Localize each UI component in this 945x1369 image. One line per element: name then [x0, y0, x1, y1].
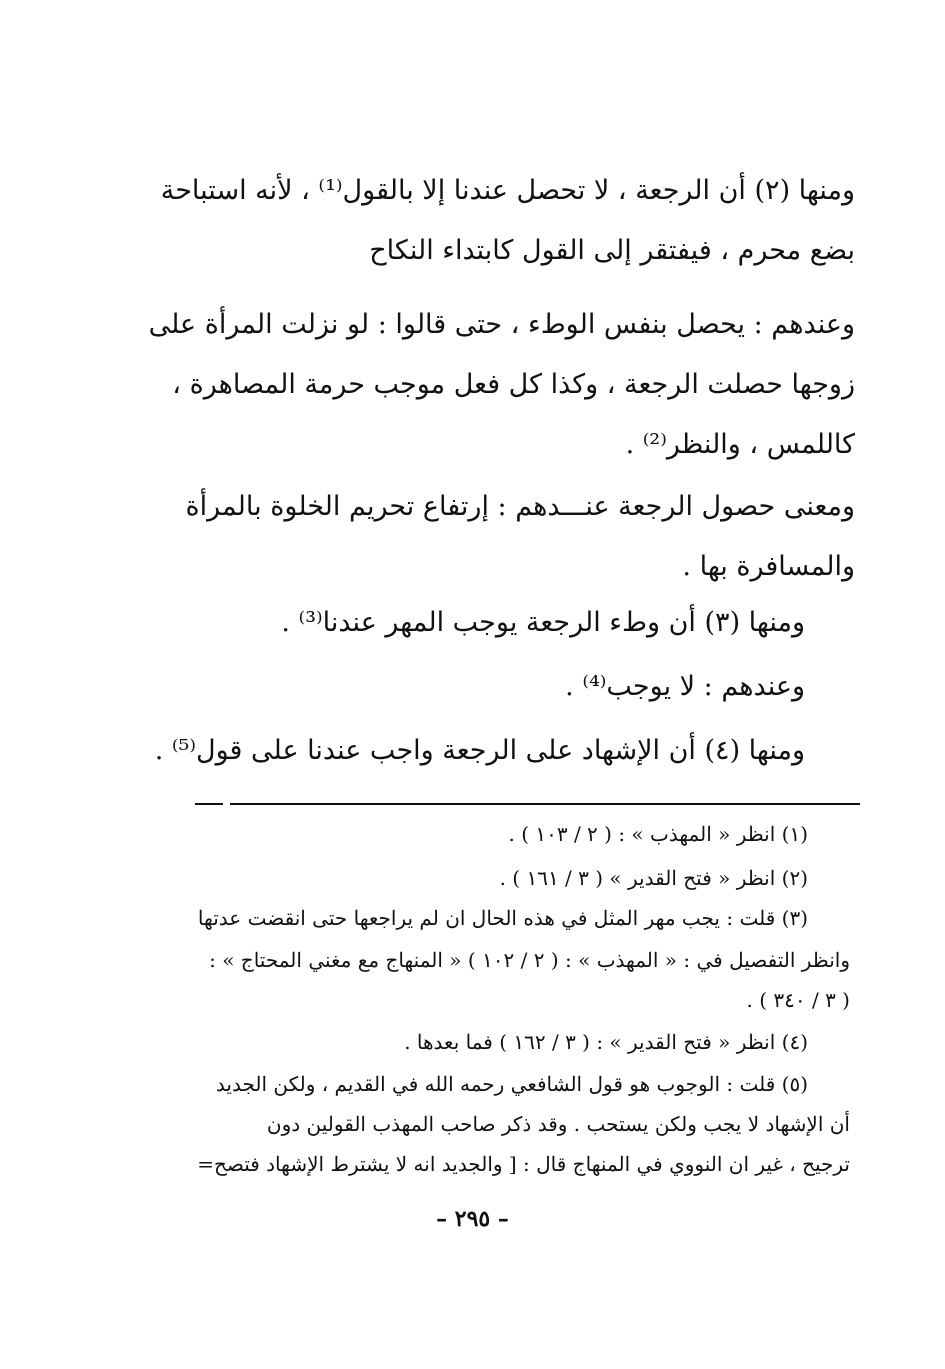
para2-line2: زوجها حصلت الرجعة ، وكذا كل فعل موجب حرمة المصاهرة ،: [172, 369, 855, 400]
footnote-5-line1: (٥) قلت : الوجوب هو قول الشافعي رحمه الله في القديم ، ولكن الجديد: [215, 1072, 808, 1096]
para5: وعندهم : لا يوجب⁽⁴⁾ .: [565, 671, 805, 702]
footnote-5-line2: أن الإشهاد لا يجب ولكن يستحب . وقد ذكر صاحب المهذب القولين دون: [266, 1112, 850, 1136]
footnote-4: (٤) انظر « فتح القدير » : ( ٣ / ١٦٢ ) فما بعدها .: [404, 1030, 808, 1054]
para6: ومنها (٤) أن الإشهاد على الرجعة واجب عندنا على قول⁽⁵⁾ .: [154, 735, 805, 766]
footnote-3-line2: وانظر التفصيل في : « المهذب » : ( ٢ / ١٠٢ ) « المنهاج مع مغني المحتاج » :: [209, 948, 850, 972]
footnote-2: (٢) انظر « فتح القدير » ( ٣ / ١٦١ ) .: [499, 866, 808, 890]
footnote-separator: [230, 803, 860, 805]
footnote-5-line3: ترجيح ، غير ان النووي في المنهاج قال : [ والجديد انه لا يشترط الإشهاد فتصح=: [197, 1152, 850, 1176]
page-number: – ٢٩٥ –: [436, 1206, 509, 1232]
footnote-separator-short: [195, 803, 223, 805]
main-text-block: [148, 160, 855, 780]
para1-line2: بضع محرم ، فيفتقر إلى القول كابتداء النكاح: [369, 235, 855, 266]
para3-line2: والمسافرة بها .: [682, 551, 855, 582]
para1-line1: ومنها (٢) أن الرجعة ، لا تحصل عندنا إلا بالقول⁽¹⁾ ، لأنه استباحة: [160, 175, 855, 206]
para3-line1: ومعنى حصول الرجعة عنـــدهم : إرتفاع تحريم الخلوة بالمرأة: [185, 491, 855, 522]
para2-line3: كاللمس ، والنظر⁽²⁾ .: [625, 429, 855, 460]
footnote-3-line1: (٣) قلت : يجب مهر المثل في هذه الحال ان لم يراجعها حتى انقضت عدتها: [197, 906, 808, 930]
footnote-1: (١) انظر « المهذب » : ( ٢ / ١٠٣ ) .: [508, 822, 808, 846]
footnote-3-line3: ( ٣ / ٣٤٠ ) .: [746, 988, 850, 1012]
para4: ومنها (٣) أن وطء الرجعة يوجب المهر عندنا⁽³⁾ .: [281, 607, 805, 638]
para2-line1: وعندهم : يحصل بنفس الوطء ، حتى قالوا : لو نزلت المرأة على: [148, 309, 855, 340]
